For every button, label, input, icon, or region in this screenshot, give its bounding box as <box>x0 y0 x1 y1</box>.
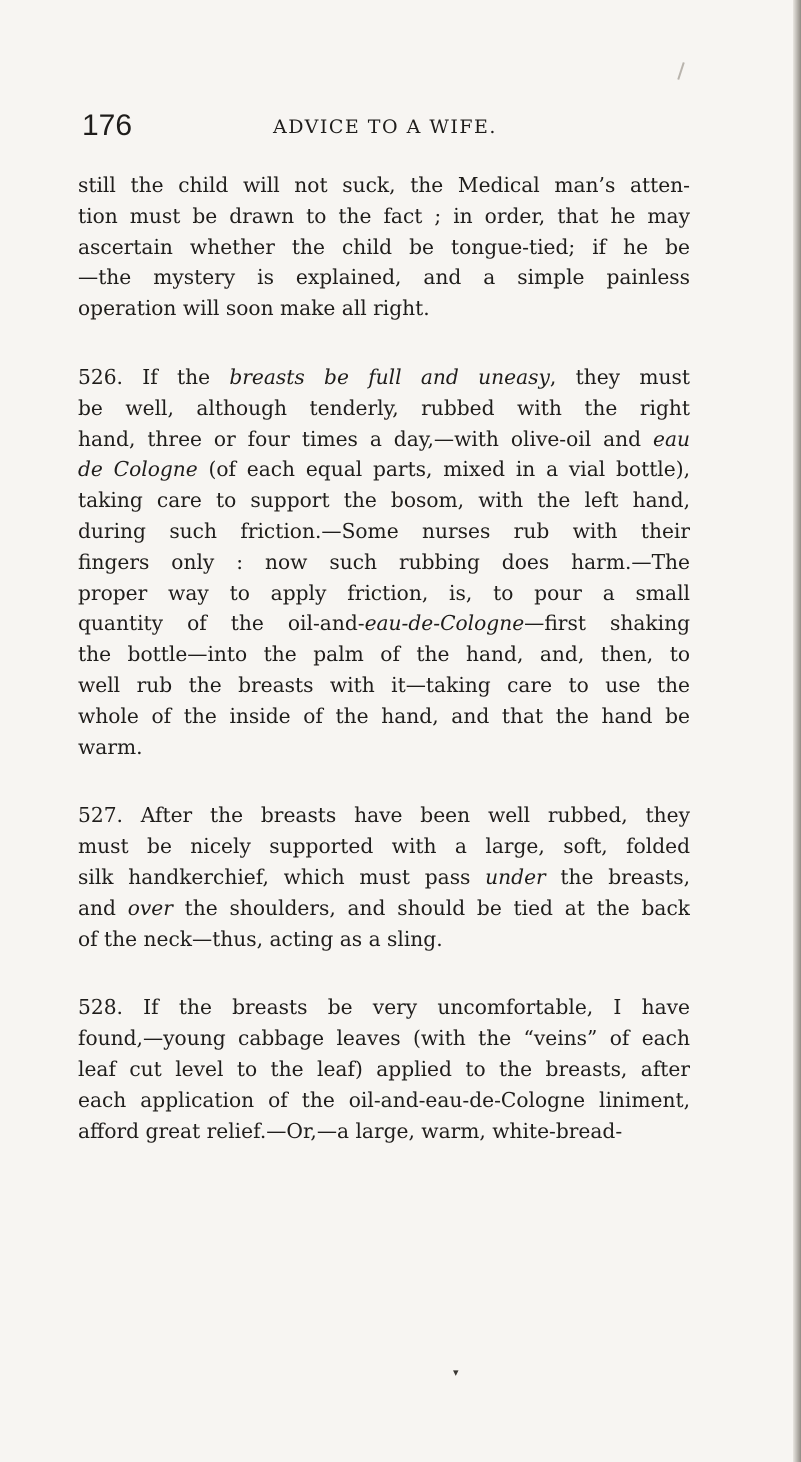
text-line: well rub the breasts with it—taking care to use the <box>78 672 690 697</box>
text-line: each application of the oil-and-eau-de-Cologne liniment, <box>78 1087 690 1112</box>
text-line: operation will soon make all right. <box>78 296 430 321</box>
footer-ornament: ▾ <box>453 1366 459 1379</box>
text-line: the bottle—into the palm of the hand, and, then, to <box>78 642 690 667</box>
text-line: —the mystery is explained, and a simple painless <box>78 265 690 290</box>
text-line: hand, three or four times a day,—with olive-oil and eau <box>78 426 690 451</box>
text-line: proper way to apply friction, is, to pour a small <box>78 580 690 605</box>
text-line: de Cologne (of each equal parts, mixed in a vial bottle), <box>78 457 690 482</box>
text-line: leaf cut level to the leaf) applied to the breasts, after <box>78 1056 690 1081</box>
text-line: during such friction.—Some nurses rub with their <box>78 518 690 543</box>
body-text <box>78 170 690 1146</box>
text-line: must be nicely supported with a large, soft, folded <box>78 834 690 859</box>
text-line: still the child will not suck, the Medical man’s atten- <box>78 173 690 197</box>
text-line: and over the shoulders, and should be tied at the back <box>78 895 690 920</box>
italic-text: eau <box>653 426 690 451</box>
text-line: of the neck—thus, acting as a sling. <box>78 926 443 951</box>
paragraph-gap <box>78 954 690 992</box>
paragraph-gap <box>78 762 690 800</box>
text-line: fingers only : now such rubbing does harm.—The <box>78 549 690 574</box>
text-line: silk handkerchief, which must pass under the breasts, <box>78 864 690 889</box>
text-line: warm. <box>78 734 143 759</box>
running-head: ADVICE TO A WIFE. <box>273 116 497 138</box>
text-line: found,—young cabbage leaves (with the “veins” of each <box>78 1026 690 1051</box>
page-number: 176 <box>82 109 133 142</box>
scan-mark <box>677 62 684 80</box>
italic-text: over <box>127 895 173 920</box>
paragraph-gap <box>78 324 690 362</box>
italic-text: eau-de-Cologne <box>364 611 525 636</box>
text-line: quantity of the oil-and-eau-de-Cologne—first shaking <box>78 611 690 636</box>
text-line: whole of the inside of the hand, and that the hand be <box>78 703 690 728</box>
text-line: tion must be drawn to the fact ; in order, that he may <box>78 203 690 228</box>
text-line: 527. After the breasts have been well rubbed, they <box>78 803 690 828</box>
italic-text: under <box>485 864 546 889</box>
text-line: 526. If the breasts be full and uneasy, they must <box>78 364 690 389</box>
text-line: ascertain whether the child be tongue-tied; if he be <box>78 234 690 259</box>
italic-text: breasts be full and uneasy <box>229 364 550 389</box>
text-line: taking care to support the bosom, with the left hand, <box>78 488 690 513</box>
text-line: 528. If the breasts be very uncomfortable, I have <box>78 995 690 1020</box>
italic-text: de Cologne <box>78 457 198 482</box>
text-line: afford great relief.—Or,—a large, warm, white-bread- <box>78 1118 623 1143</box>
page-edge-shadow <box>793 0 801 1462</box>
text-line: be well, although tenderly, rubbed with the right <box>78 395 690 420</box>
page-header <box>82 106 688 146</box>
